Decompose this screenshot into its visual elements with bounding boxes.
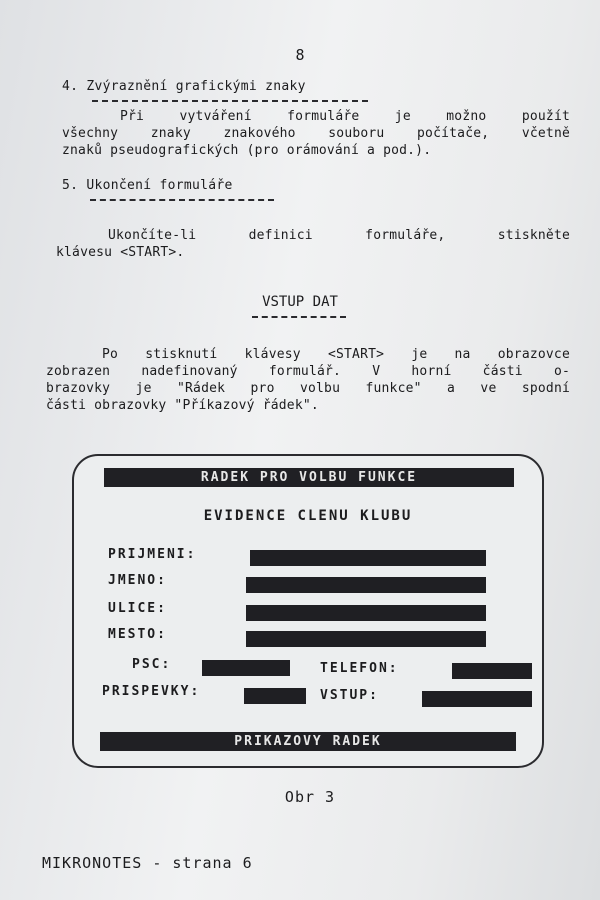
section-4-text <box>62 108 570 159</box>
form-title: EVIDENCE CLENU KLUBU <box>203 508 413 524</box>
label-vstup: VSTUP: <box>320 688 379 703</box>
field-telefon <box>452 663 532 679</box>
section-5-text <box>56 227 570 261</box>
label-prispevky: PRISPEVKY: <box>102 684 201 699</box>
label-prijmeni: PRIJMENI: <box>108 547 197 562</box>
command-row-bar: PRIKAZOVY RADEK <box>100 732 516 751</box>
section-4-heading: 4. Zvýraznění grafickými znaky <box>62 79 306 94</box>
vstup-dat-line: části obrazovky "Příkazový řádek". <box>46 398 319 413</box>
label-psc: PSC: <box>132 657 172 672</box>
field-prijmeni <box>250 550 486 566</box>
function-row-bar: RADEK PRO VOLBU FUNKCE <box>104 468 514 487</box>
figure-caption: Obr 3 <box>284 788 336 806</box>
section-5-line: klávesu <START>. <box>56 245 185 260</box>
vstup-dat-text <box>46 346 570 414</box>
field-mesto <box>246 631 486 647</box>
label-jmeno: JMENO: <box>108 573 167 588</box>
field-psc <box>202 660 290 676</box>
section-5-underline <box>90 199 274 201</box>
field-ulice <box>246 605 486 621</box>
page-footer: MIKRONOTES - strana 6 <box>42 854 253 872</box>
section-4-line: všechny znaky znakového souboru počítače, včetně <box>62 126 570 141</box>
vstup-dat-line: zobrazen nadefinovaný formulář. V horní části o- <box>46 364 570 379</box>
label-telefon: TELEFON: <box>320 661 399 676</box>
vstup-dat-line: brazovky je "Rádek pro volbu funkce" a ve spodní <box>46 381 570 396</box>
vstup-dat-line: Po stisknutí klávesy <START> je na obrazovce <box>102 347 570 362</box>
section-5-line: Ukončíte-li definici formuláře, stiskněte <box>108 228 570 243</box>
field-prispevky <box>244 688 306 704</box>
section-4-underline <box>92 100 368 102</box>
page-number: 8 <box>295 46 305 64</box>
label-mesto: MESTO: <box>108 627 167 642</box>
form-screen-illustration <box>72 454 544 768</box>
section-4-line: Při vytváření formuláře je možno použít <box>120 109 570 124</box>
field-jmeno <box>246 577 486 593</box>
vstup-dat-underline <box>252 316 346 318</box>
vstup-dat-title: VSTUP DAT <box>262 294 338 310</box>
section-5-heading: 5. Ukončení formuláře <box>62 178 233 193</box>
section-4-line: znaků pseudografických (pro orámování a pod.). <box>62 143 432 158</box>
field-vstup <box>422 691 532 707</box>
label-ulice: ULICE: <box>108 601 167 616</box>
